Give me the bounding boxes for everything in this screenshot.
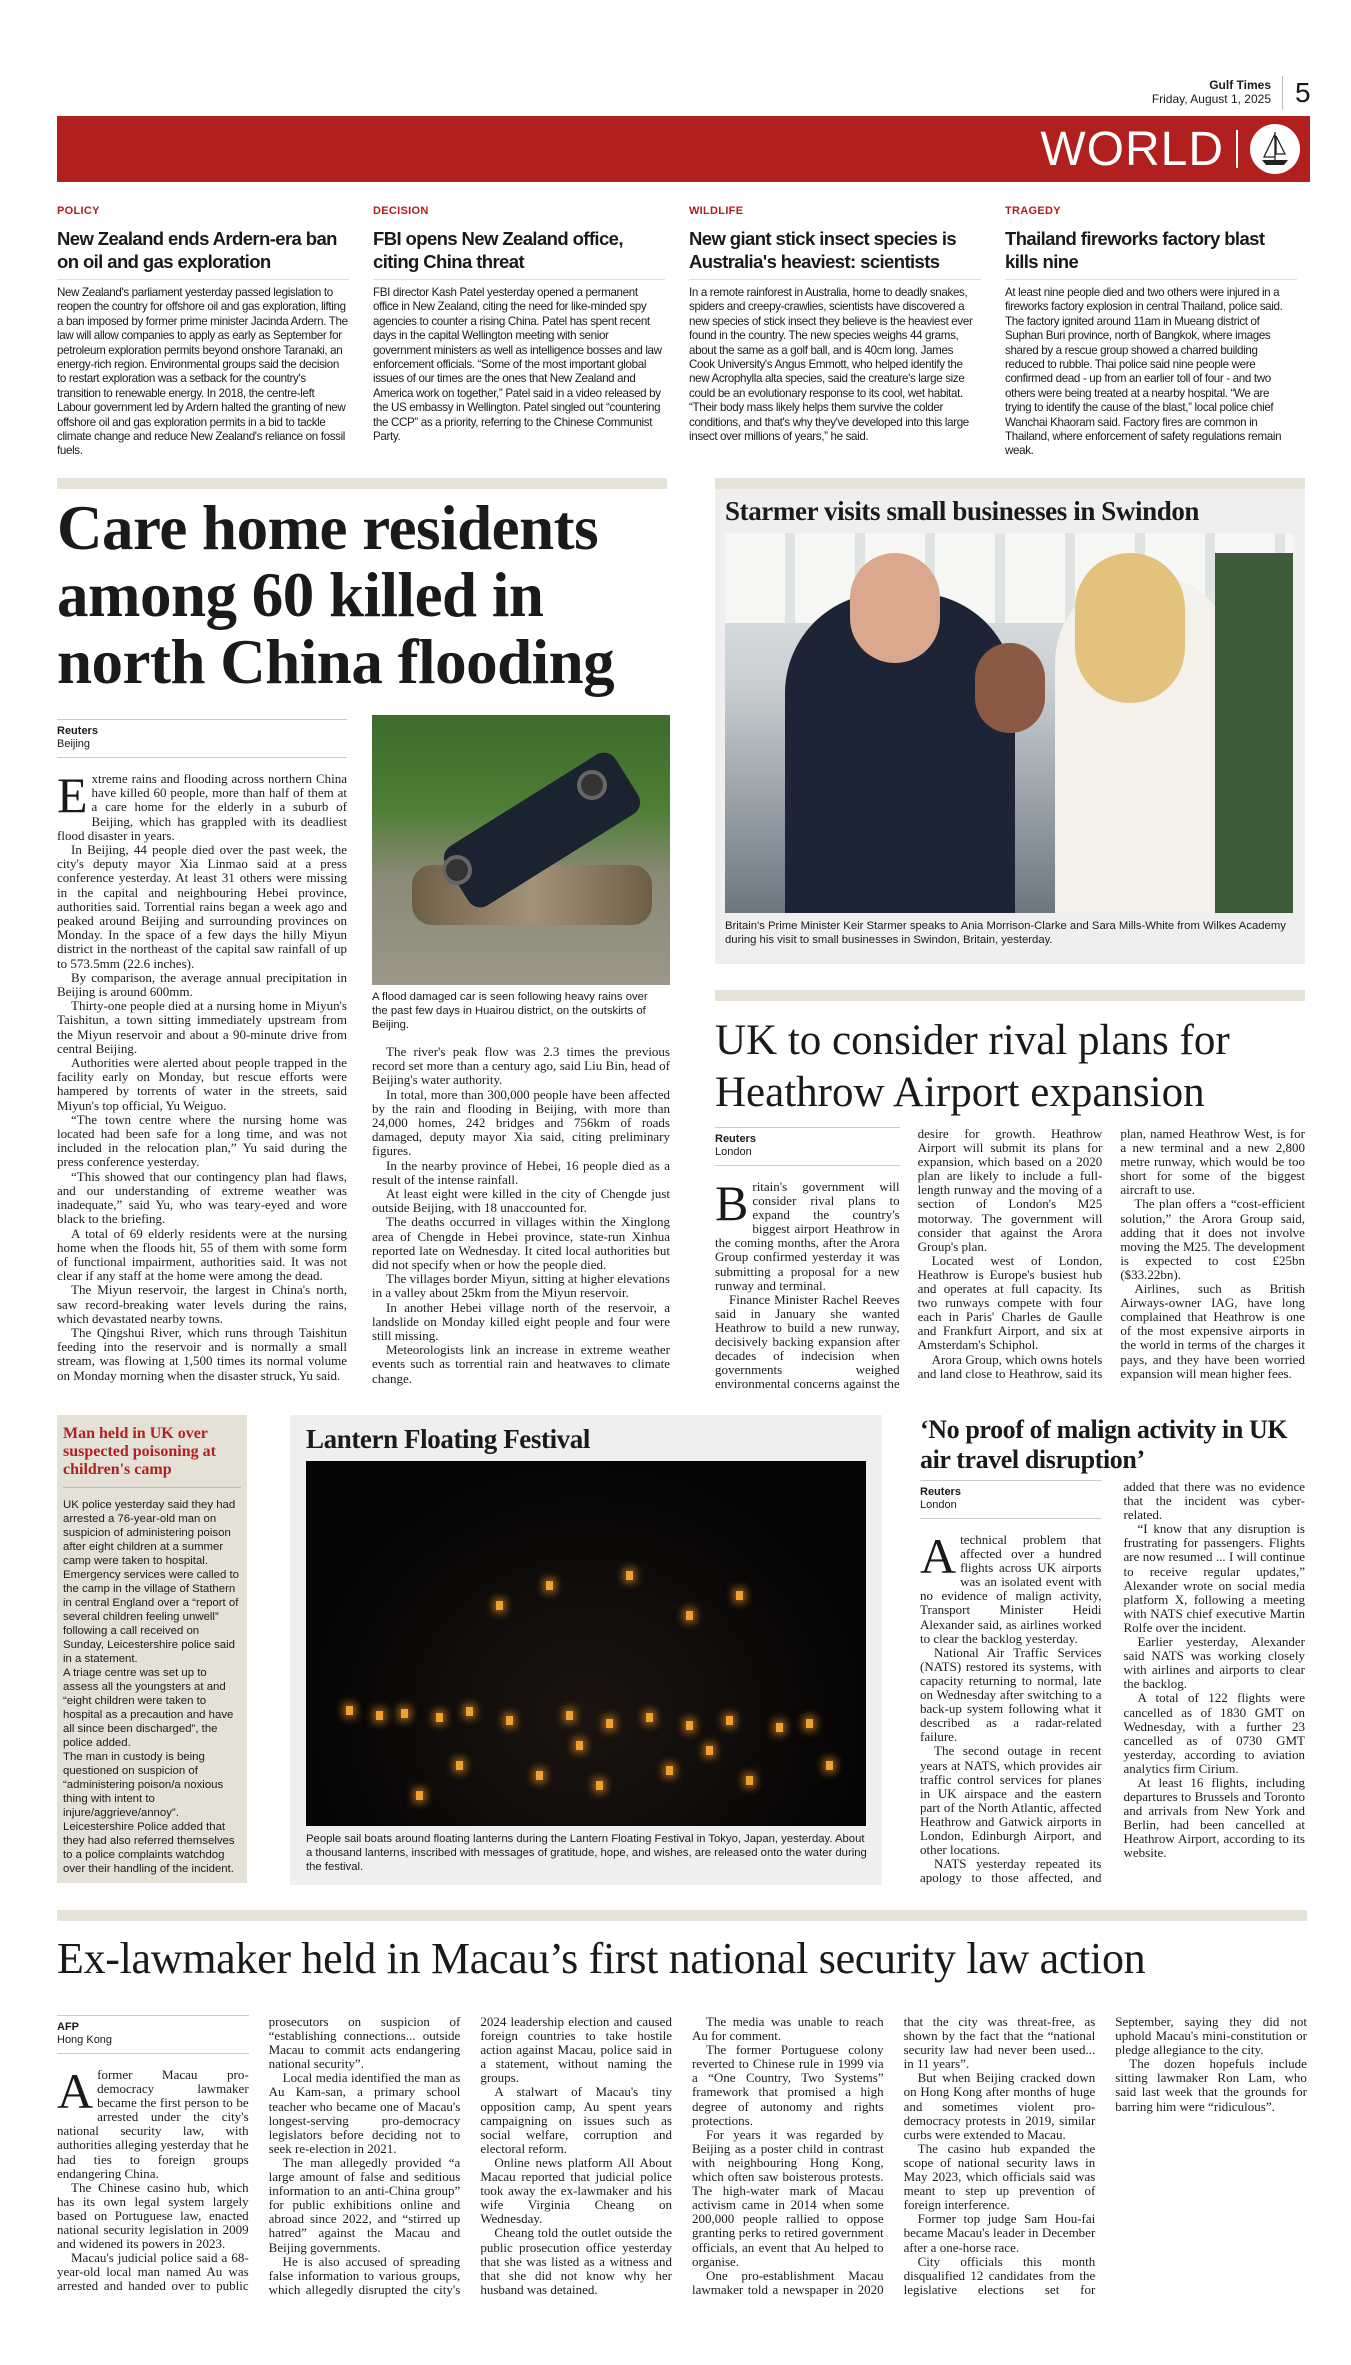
paragraph: The river's peak flow was 2.3 times the previous record set more than a century ago, said Liu Bin, head of Beijing's water authority. (372, 1044, 670, 1088)
article-body (57, 2015, 1307, 2305)
paragraph: The man in custody is being questioned on suspicion of “administering poison/a noxious thing with intent to injure/aggrieve/annoy”. Leicestershire Police added that they had also referred themselves to a police complaints watchdog over their handling of the incident. (63, 1751, 235, 1875)
brief-tragedy (1005, 205, 1297, 459)
paragraph: The dozen hopefuls include sitting lawmaker Ron Lam, who said last week that the grounds for barring him were “ridiculous”. (1115, 2056, 1307, 2114)
paragraph: National Air Traffic Services (NATS) restored its systems, with capacity returning to normal, late on Wednesday after switching to a back-up system following what it described as a radar-related failure. (920, 1644, 1102, 1745)
paragraph: In the nearby province of Hebei, 16 people died as a result of the intense rainfall. (372, 1157, 670, 1187)
lantern-light (666, 1766, 673, 1775)
lantern-light (746, 1776, 753, 1785)
agency: AFP (57, 2021, 79, 2033)
dateline: London (715, 1146, 752, 1158)
heathrow-headline: UK to consider rival plans for Heathrow Airport expansion (715, 1017, 1230, 1116)
nats-article (920, 1480, 1305, 1890)
paragraph: The villages border Miyun, sitting at higher elevations in a valley about 25km from the Miyun reservoir. (372, 1271, 670, 1301)
photo-caption: Britain's Prime Minister Keir Starmer speaks to Ania Morrison-Clarke and Sara Mills-White from Wilkes Academy during his visit to small businesses in Swindon, Britain, yesterday. (725, 920, 1286, 946)
paragraph: The former Portuguese colony reverted to Chinese rule in 1999 via a “One Country, Two Systems” framework that promised a high degree of autonomy and rights protections. (691, 2042, 884, 2128)
paragraph: Local media identified the man as Au Kam-san, a primary school teacher who became one of Macau's longest-serving pro-democracy legislators before deciding not to seek re-election in 2021. (268, 2070, 461, 2156)
paragraph: Earlier yesterday, Alexander said NATS was working closely with airlines and airports to clear the backlog. (1123, 1634, 1305, 1692)
brief-headline: New giant stick insect species is Australia's heaviest: scientists (689, 227, 981, 280)
paragraph: The man allegedly provided “a large amount of false and seditious information to an anti-China group” for public exhibitions online and abroad since 2022, and “stirred up hatred” against the Macau and Beijing governments. (268, 2154, 461, 2255)
lantern-photo (306, 1461, 866, 1826)
paragraph: Located west of London, Heathrow is Europe's busiest hub and operates at full capacity. Its two runways compete with four each in Paris' Charles de Gaulle and Frankfurt Airport, and six at Amsterdam's Schiphol. (917, 1252, 1103, 1353)
lantern-light (686, 1611, 693, 1620)
lantern-light (546, 1581, 553, 1590)
lantern-light (466, 1707, 473, 1716)
paragraph: UK police yesterday said they had arrested a 76-year-old man on suspicion of administering poison after eight children at a summer camp were taken to hospital. Emergency services were called to the camp in the village of Stathern in central England over a “report of several children feeling unwell” following a call received on Sunday, Leicestershire police said in a statement. (63, 1499, 239, 1665)
paragraph: A triage centre was set up to assess all the youngsters at and “eight children were taken to hospital as a precaution and have all since been discharged”, the police added. (63, 1667, 234, 1749)
paragraph: For years it was regarded by Beijing as a poster child in contrast with neighbouring Hong Kong, which often saw boisterous protests. The high-water mark of Macau activism came in 2014 when some 200,000 people rallied to oppose granting perks to retired government officials, an event that Au helped to organise. (691, 2126, 884, 2269)
brief-policy (57, 205, 349, 459)
brief-headline: New Zealand ends Ardern-era ban on oil and gas exploration (57, 227, 349, 280)
flood-column-1 (57, 719, 347, 1383)
paragraph: “The town centre where the nursing home was located had been safe for a long time, and was not included in the relocation plan,” Yu said during the press conference yesterday. (57, 1111, 347, 1170)
lantern-light (776, 1723, 783, 1732)
section-rule (715, 990, 1305, 1001)
paragraph: Finance Minister Rachel Reeves said in January she wanted Heathrow to build a new runway, decisively backing expansion after decades of indecision when governments weighed environmental concerns against the desire for growth. Heathrow Airport will submit its plans for expansion, which based on a 2020 plan are likely to include a full-length runway and the moving of a section of London's M25 motorway. The government will consider that against the Arora Group's plan. (715, 1126, 1103, 1392)
paragraph: Thirty-one people died at a nursing home in Miyun's Taishitun, a town sitting immediately upstream from the Miyun reservoir and about a 90-minute drive from central Beijing. (57, 998, 347, 1056)
dateline: Beijing (57, 738, 91, 750)
paragraph: In another Hebei village north of the reservoir, a landslide on Monday killed eight people and four were still missing. (372, 1299, 670, 1344)
car-wheel (442, 855, 472, 885)
macau-article (57, 2015, 1307, 2305)
paragraph: Airlines, such as British Airways-owner IAG, have long complained that Heathrow is one of the most expensive airports in the world in terms of the charges it pays, and they have been worried expansion will mean higher fees. (1120, 1281, 1305, 1381)
person-right (1215, 553, 1293, 913)
lantern-light (826, 1761, 833, 1770)
nats-headline: ‘No proof of malign activity in UK air travel disruption’ (920, 1415, 1288, 1474)
poison-sidebar (57, 1415, 247, 1883)
masthead (1152, 78, 1271, 106)
brief-headline: FBI opens New Zealand office, citing China threat (373, 227, 665, 280)
lantern-light (706, 1746, 713, 1755)
flood-headline: Care home residents among 60 killed in north China flooding (57, 493, 615, 697)
brief-kicker: DECISION (373, 205, 429, 217)
paragraph: Britain's government will consider rival plans to expand the country's biggest airport Heathrow in the coming months, after the Arora Group confirmed yesterday it was submitting a proposal for a new runway and terminal. (715, 1175, 900, 1293)
lantern-photo-box (290, 1415, 882, 1885)
photo-caption: A flood damaged car is seen following heavy rains over the past few days in Huairou district, on the outskirts of Beijing. (372, 991, 648, 1031)
paragraph: Macau's judicial police said a 68-year-old local man named Au was arrested and handed over to public prosecutors on suspicion of “establishing connections... outside Macau to commit acts endangering national security”. (57, 2014, 461, 2294)
person-background (975, 643, 1045, 733)
agency: Reuters (715, 1133, 756, 1145)
paragraph: A stalwart of Macau's tiny opposition camp, Au spent years campaigning on issues such as social welfare, corruption and electoral reform. (480, 2084, 672, 2156)
lantern-light (686, 1721, 693, 1730)
paragraph: The Chinese casino hub, which has its own legal system largely based on Portuguese law, enacted national security legislation in 2009 and widened its powers in 2023. (57, 2179, 249, 2252)
section-title: WORLD (1040, 123, 1224, 176)
lantern-light (401, 1709, 408, 1718)
section-rule (57, 1910, 1307, 1921)
brief-text: New Zealand's parliament yesterday passed legislation to reopen the country for offshore oil and gas exploration, lifting a ban imposed by former prime minister Jacinda Ardern. The law will allow companies to apply as early as September for petroleum exploration permits beyond onshore Taranaki, an energy-rich region. Environmental groups said the decision to restart exploration was a setback for the country's transition to renewable energy. In 2018, the centre-left Labour government led by Ardern halted the granting of new offshore oil and gas exploration permits in a bid to tackle climate change and reduce New Zealand's reliance on fossil fuels. (57, 286, 348, 458)
dateline: Hong Kong (57, 2034, 113, 2046)
lantern-light (496, 1601, 503, 1610)
lantern-light (736, 1591, 743, 1600)
divider (1236, 130, 1238, 168)
lantern-light (726, 1716, 733, 1725)
agency: Reuters (57, 725, 98, 737)
brief-kicker: POLICY (57, 205, 100, 217)
article-body (57, 767, 347, 1383)
lantern-light (346, 1706, 353, 1715)
paragraph: The Qingshui River, which runs through Taishitun feeding into the reservoir and is normally a small stream, was flowing at 1,500 times its normal volume on Monday morning when the disaster struck, Yu said. (57, 1324, 347, 1383)
lantern-light (576, 1741, 583, 1750)
paragraph: City officials this month disqualified 12 candidates from the legislative elections set for September, saying they did not uphold Macau's mini-constitution or pledge allegiance to the city. (903, 2014, 1307, 2297)
lantern-light (606, 1719, 613, 1728)
paragraph: Cheang told the outlet outside the public prosecution office yesterday that she was listed as a witness and that she did not know why her husband was detained. (480, 2225, 672, 2297)
person-hair (1075, 553, 1185, 703)
byline (920, 1480, 1102, 1519)
paragraph: Arora Group, which owns hotels and land close to Heathrow, said its plan, named Heathrow West, is for a new terminal and a new 2,800 metre runway, which would be too short for some of the biggest aircraft to use. (917, 1126, 1305, 1381)
byline (715, 1127, 900, 1166)
sidebar-body (63, 1498, 241, 1876)
paragraph: Extreme rains and flooding across northern China have killed 60 people, more than half of them at a care home for the elderly in a suburb of Beijing, which has grappled with its deadliest flood disaster in years. (57, 767, 347, 843)
brief-headline: Thailand fireworks factory blast kills nine (1005, 227, 1297, 280)
lantern-light (566, 1711, 573, 1720)
paragraph: He is also accused of spreading false information to various groups, which allegedly disrupted the city's 2024 leadership election and caused foreign countries to take hostile action against Macau, police said in a statement, without naming the groups. (268, 2014, 672, 2297)
paragraph: Meteorologists link an increase in extreme weather events such as torrential rain and heatwaves to climate change. (372, 1342, 670, 1386)
lantern-light (626, 1571, 633, 1580)
paragraph: But when Beijing cracked down on Hong Kong after months of huge and sometimes violent pro-democracy protests in 2019, similar curbs were extended to Macau. (903, 2070, 1096, 2142)
paragraph: Atechnical problem that affected over a hundred flights across UK airports was an isolated event with no evidence of malign activity, Transport Minister Heidi Alexander said, as airlines worked to clear the backlog yesterday. (920, 1528, 1102, 1646)
lantern-light (506, 1716, 513, 1725)
section-banner (57, 116, 1310, 182)
lantern-light (646, 1713, 653, 1722)
brief-kicker: WILDLIFE (689, 205, 744, 217)
byline (57, 2015, 249, 2054)
paragraph: In Beijing, 44 people died over the past week, the city's deputy mayor Xia Linmao said at a press conference yesterday. At least 31 others were missing in the capital and neighbouring Hebei province, authorities said. Torrential rains began a week ago and peaked around Beijing and surrounding provinces on Monday. In the space of a few days the hilly Miyun district in the northeast of the capital saw rainfall of up to 573.5mm (22.6 inches). (57, 842, 347, 971)
paragraph: Aformer Macau pro-democracy lawmaker became the first person to be arrested under the city's national security law, with authorities alleging yesterday that he had ties to foreign groups endangering China. (57, 2063, 249, 2181)
paragraph: By comparison, the average annual precipitation in Beijing is around 600mm. (57, 969, 347, 1000)
paragraph: “This showed that our contingency plan had flaws, and our understanding of extreme weather was inadequate,” said Yu, who was teary-eyed and wore black to the briefing. (57, 1168, 347, 1227)
brief-decision (373, 205, 665, 444)
paragraph: The media was unable to reach Au for comment. (691, 2014, 884, 2044)
dateline: London (920, 1499, 957, 1511)
paragraph: At least 16 flights, including departures to Brussels and Toronto and arrivals from New York and Berlin, had been cancelled at Heathrow Airport, according to its website. (1123, 1774, 1305, 1861)
brief-text: In a remote rainforest in Australia, home to deadly snakes, spiders and creepy-crawlies, scientists have discovered a new species of stick insect they believe is the heaviest ever found in the country. The new species weighs 44 grams, about the same as a golf ball, and is 40cm long. James Cook University's Angus Emmott, who helped identify the new Acrophylla alta species, said the creature's large size could be an evolutionary response to its cool, wet habitat. “Their body mass likely helps them survive the colder conditions, and that's why they've developed into this large insect over millions of years,” he said. (689, 286, 973, 444)
paragraph: Authorities were alerted about people trapped in the facility early on Monday, but rescue efforts were hampered by torrents of water in the streets, said Miyun's top official, Yu Weiguo. (57, 1055, 347, 1113)
lantern-light (416, 1791, 423, 1800)
paragraph: Former top judge Sam Hou-fai became Macau's leader in December after a one-horse race. (903, 2211, 1096, 2255)
issue-date: Friday, August 1, 2025 (1151, 92, 1271, 106)
paragraph: The second outage in recent years at NATS, which provides air traffic control services for planes in UK airspace and the eastern part of the North Atlantic, affected Heathrow and Gatwick airports in London, Edinburgh Airport, and other locations. (920, 1743, 1102, 1858)
lantern-light (376, 1711, 383, 1720)
paragraph: The plan offers a “cost-efficient solution,” the Arora Group said, adding that it does not involve moving the M25. The development is expected to cost £25bn ($33.22bn). (1120, 1196, 1305, 1282)
brief-wildlife (689, 205, 981, 444)
paragraph: A total of 122 flights were cancelled as of 1830 GMT on Wednesday, with a further 23 cancelled as of 0730 GMT yesterday, according to aviation analytics firm Cirium. (1123, 1690, 1305, 1776)
photo-box-title: Starmer visits small businesses in Swindon (725, 496, 1200, 526)
photo-caption: People sail boats around floating lanterns during the Lantern Floating Festival in Tokyo, Japan, yesterday. About a thousand lanterns, inscribed with messages of gratitude, hope, and wishes, are released onto the water during the festival. (306, 1833, 867, 1873)
paragraph: A total of 69 elderly residents were at the nursing home when the floods hit, 55 of them with some form of functional impairment, authorities said. It was not clear if any staff at the home were among the dead. (57, 1225, 347, 1284)
macau-headline: Ex-lawmaker held in Macau’s first national security law action (57, 1934, 1146, 1983)
agency: Reuters (920, 1486, 961, 1498)
paragraph: The Miyun reservoir, the largest in China's north, saw record-breaking water levels during the rains, which devastated nearby towns. (57, 1282, 347, 1326)
byline (57, 719, 347, 758)
paragraph: The deaths occurred in villages within the Xinglong area of Chengde in Hebei province, state-run Xinhua reported late on Wednesday. It cited local authorities but did not specify when or how the people died. (372, 1214, 670, 1273)
lantern-light (456, 1761, 463, 1770)
paper-name: Gulf Times (1209, 78, 1271, 92)
car-wheel (577, 770, 607, 800)
starmer-photo-box (715, 489, 1305, 964)
photo-box-title: Lantern Floating Festival (306, 1424, 590, 1454)
lantern-light (536, 1771, 543, 1780)
article-body (920, 1480, 1305, 1885)
page-number: 5 (1282, 76, 1311, 110)
section-rule (57, 478, 667, 489)
brief-text: FBI director Kash Patel yesterday opened a permanent office in New Zealand, citing the need for like-minded spy agencies to counter a rising China. Patel has spent recent days in the capital Wellington meeting with senior government ministers as well as intelligence bosses and law enforcement officials. “Some of the most important global issues of our times are the ones that New Zealand and America work on together,” Patel said in a video released by the US embassy in Wellington. Patel singled out “countering the CCP” as a priority, referring to the Chinese Communist Party. (373, 286, 662, 444)
person-face (850, 553, 940, 663)
paragraph: “I know that any disruption is frustrating for passengers. Flights are now resumed ... I will continue to receive regular updates,” Alexander wrote on social media platform X, following a meeting with NATS chief executive Martin Rolfe over the incident. (1123, 1521, 1305, 1635)
lantern-light (436, 1713, 443, 1722)
lantern-light (596, 1781, 603, 1790)
lantern-light (806, 1719, 813, 1728)
paragraph: At least eight were killed in the city of Chengde just outside Beijing, with 18 unaccounted for. (372, 1186, 670, 1216)
paragraph: Online news platform All About Macau reported that judicial police took away the ex-lawmaker and his wife Virginia Cheang on Wednesday. (480, 2154, 672, 2227)
brief-text: At least nine people died and two others were injured in a fireworks factory explosion in central Thailand, police said. The factory ignited around 11am in Mueang district of Suphan Buri province, north of Bangkok, where images shared by a rescue group showed a charred building reduced to rubble. Thai police said nine people were confirmed dead - up from an earlier toll of four - and two others were being treated at a nearby hospital. “We are trying to identify the cause of the blast,” local police chief Wanchai Khaoram said. Factory fires are common in Thailand, where enforcement of safety regulations remain weak. (1005, 286, 1283, 458)
brief-kicker: TRAGEDY (1005, 205, 1061, 217)
paragraph: In total, more than 300,000 people have been affected by the rain and flooding in Beijing, with more than 24,000 homes, 242 bridges and 756km of roads damaged, deputy mayor Xia said, citing preliminary figures. (372, 1086, 670, 1159)
article-body (715, 1127, 1305, 1391)
sidebar-headline: Man held in UK over suspected poisoning at children's camp (63, 1425, 241, 1488)
flood-column-2 (372, 1045, 670, 1386)
paragraph: NATS yesterday repeated its apology to those affected, and added that there was no evidence that the incident was cyber-related. (920, 1479, 1305, 1886)
paragraph: One pro-establishment Macau lawmaker told a newspaper in 2020 that the city was threat-free, as shown by the fact that the “national security law had never been used... in 11 years”. (691, 2014, 1096, 2297)
heathrow-article (715, 1127, 1305, 1402)
flood-car-photo (372, 715, 670, 985)
section-rule (715, 478, 1305, 489)
starmer-photo (725, 533, 1293, 913)
dhow-boat-logo-icon (1250, 124, 1300, 174)
paragraph: The casino hub expanded the scope of national security laws in May 2023, which officials said was meant to step up prevention of foreign interference. (903, 2140, 1096, 2213)
